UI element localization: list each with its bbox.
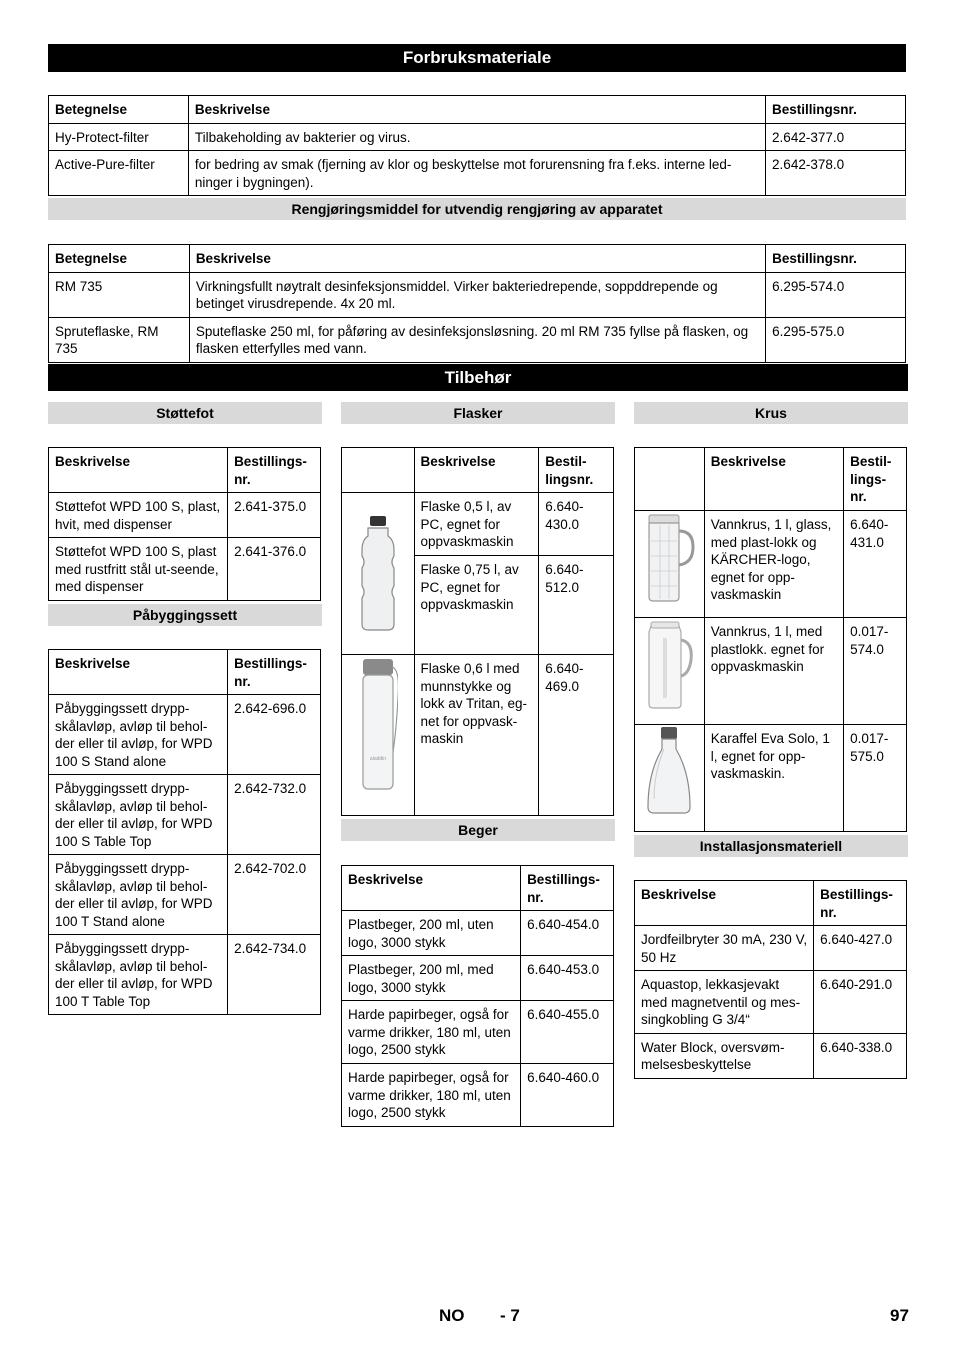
order-number: 6.295-575.0 [766, 317, 906, 362]
table-row [342, 493, 614, 556]
table-row [635, 971, 907, 1034]
flasker-table [341, 447, 614, 816]
order-number: 6.640-430.0 [539, 493, 614, 556]
item-description: Påbyggingssett drypp-skålavløp, avløp til behol-der eller til avløp, for WPD 100 S Stand alone [49, 695, 228, 775]
order-number: 2.642-732.0 [228, 775, 321, 855]
order-number: 2.642-377.0 [766, 123, 906, 151]
section-title-tilbehor: Tilbehør [48, 364, 908, 391]
table-header: Beskrivelse [189, 245, 765, 273]
table-header: Bestillings-nr. [521, 866, 614, 911]
order-number: 2.642-378.0 [766, 151, 906, 196]
item-description: Water Block, oversvøm-melsesbeskyttelse [635, 1033, 814, 1078]
table-row [49, 695, 321, 775]
order-number: 0.017-575.0 [844, 725, 907, 832]
table-header: Bestillings-nr. [814, 881, 907, 926]
subsection-title-beger: Beger [341, 819, 615, 841]
subsection-title-krus: Krus [634, 402, 908, 424]
table-header: Bestil-lings-nr. [844, 448, 907, 511]
item-name: Spruteflaske, RM 735 [49, 317, 190, 362]
order-number: 2.642-702.0 [228, 855, 321, 935]
order-number: 6.640-455.0 [521, 1001, 614, 1064]
order-number: 6.640-469.0 [539, 655, 614, 816]
product-image [635, 725, 705, 832]
item-name: Hy-Protect-filter [49, 123, 189, 151]
table-row [49, 538, 321, 601]
subsection-title-stottefot: Støttefot [48, 402, 322, 424]
subsection-title-pabygg: Påbyggingssett [48, 604, 322, 626]
table-header: Betegnelse [49, 245, 190, 273]
item-description: for bedring av smak (fjerning av klor og beskyttelse mot forurensning fra f.eks. interne led-ninger i bygningen). [188, 151, 765, 196]
item-name: Active-Pure-filter [49, 151, 189, 196]
cleaning-table [48, 244, 906, 363]
order-number: 0.017-574.0 [844, 618, 907, 725]
table-header: Beskrivelse [49, 448, 228, 493]
item-description: Påbyggingssett drypp-skålavløp, avløp til behol-der eller til avløp, for WPD 100 S Table Top [49, 775, 228, 855]
table-header: Beskrivelse [635, 881, 814, 926]
subsection-title-flasker: Flasker [341, 402, 615, 424]
table-row [49, 151, 906, 196]
item-description: Plastbeger, 200 ml, med logo, 3000 stykk [342, 956, 521, 1001]
footer-section: - 7 [500, 1306, 520, 1325]
table-header: Beskrivelse [188, 96, 765, 124]
table-row [342, 956, 614, 1001]
item-description: Flaske 0,5 l, av PC, egnet for oppvaskmaskin [414, 493, 539, 556]
order-number: 6.640-291.0 [814, 971, 907, 1034]
table-header: Beskrivelse [49, 650, 228, 695]
table-row [635, 725, 907, 832]
bottle-tritan-icon [358, 655, 398, 795]
product-image [635, 618, 705, 725]
item-description: Flaske 0,6 l med munnstykke og lokk av Tritan, eg-net for oppvask-maskin [414, 655, 539, 816]
table-row [635, 511, 907, 618]
install-table [634, 880, 907, 1079]
table-row [49, 775, 321, 855]
table-row [49, 123, 906, 151]
product-image [342, 493, 415, 655]
order-number: 6.640-338.0 [814, 1033, 907, 1078]
table-row [49, 317, 906, 362]
item-description: Vannkrus, 1 l, med plastlokk. egnet for oppvaskmaskin [704, 618, 843, 725]
table-header: Bestillings-nr. [228, 448, 321, 493]
pabygg-table [48, 649, 321, 1015]
beger-table [341, 865, 614, 1127]
bottle-icon [360, 514, 396, 634]
table-header: Beskrivelse [342, 866, 521, 911]
plastic-jug-icon [641, 618, 697, 710]
order-number: 6.640-512.0 [539, 556, 614, 655]
order-number: 6.640-427.0 [814, 926, 907, 971]
order-number: 6.295-574.0 [766, 272, 906, 317]
carafe-icon [644, 725, 694, 817]
image-header [635, 448, 705, 511]
item-description: Harde papirbeger, også for varme drikker, 180 ml, uten logo, 2500 stykk [342, 1001, 521, 1064]
item-description: Vannkrus, 1 l, glass, med plast-lokk og KÄRCHER-logo, egnet for opp-vaskmaskin [704, 511, 843, 618]
glass-jug-icon [641, 511, 697, 603]
item-description: Harde papirbeger, også for varme drikker, 180 ml, uten logo, 2500 stykk [342, 1064, 521, 1127]
table-header: Beskrivelse [414, 448, 539, 493]
item-description: Tilbakeholding av bakterier og virus. [188, 123, 765, 151]
order-number: 6.640-431.0 [844, 511, 907, 618]
product-image [635, 511, 705, 618]
item-description: Aquastop, lekkasjevakt med magnetventil og mes-singkobling G 3/4“ [635, 971, 814, 1034]
table-row [342, 1001, 614, 1064]
order-number: 2.641-376.0 [228, 538, 321, 601]
item-description: Plastbeger, 200 ml, uten logo, 3000 stykk [342, 911, 521, 956]
item-description: Påbyggingssett drypp-skålavløp, avløp til behol-der eller til avløp, for WPD 100 T Table Top [49, 935, 228, 1015]
table-header: Beskrivelse [704, 448, 843, 511]
item-description: Flaske 0,75 l, av PC, egnet for oppvaskmaskin [414, 556, 539, 655]
svg-text:aladdin: aladdin [369, 756, 386, 762]
table-row [49, 493, 321, 538]
table-row [49, 935, 321, 1015]
item-name: RM 735 [49, 272, 190, 317]
table-header: Bestillingsnr. [766, 245, 906, 273]
item-description: Karaffel Eva Solo, 1 l, egnet for opp-vaskmaskin. [704, 725, 843, 832]
subsection-title-install: Installasjonsmateriell [634, 835, 908, 857]
table-row [342, 911, 614, 956]
order-number: 6.640-454.0 [521, 911, 614, 956]
subsection-title-cleaning: Rengjøringsmiddel for utvendig rengjøring av apparatet [48, 198, 906, 220]
table-header: Betegnelse [49, 96, 189, 124]
order-number: 2.642-734.0 [228, 935, 321, 1015]
order-number: 2.642-696.0 [228, 695, 321, 775]
table-row [49, 855, 321, 935]
stottefot-table [48, 447, 321, 601]
item-description: Jordfeilbryter 30 mA, 230 V, 50 Hz [635, 926, 814, 971]
table-header: Bestillingsnr. [766, 96, 906, 124]
page-number: 97 [890, 1306, 909, 1325]
item-description: Sputeflaske 250 ml, for påføring av desinfeksjonsløsning. 20 ml RM 735 fyllse på flasken, og flasken etterfylles med vann. [189, 317, 765, 362]
order-number: 6.640-453.0 [521, 956, 614, 1001]
krus-table [634, 447, 907, 832]
product-image [342, 655, 415, 816]
table-row [342, 655, 614, 816]
table-row [635, 618, 907, 725]
table-row [49, 272, 906, 317]
section-title-forbruksmateriale: Forbruksmateriale [48, 44, 906, 72]
footer-language: NO [439, 1306, 465, 1325]
table-row [635, 1033, 907, 1078]
table-row [342, 1064, 614, 1127]
consumables-table [48, 95, 906, 196]
table-row [635, 926, 907, 971]
item-description: Påbyggingssett drypp-skålavløp, avløp til behol-der eller til avløp, for WPD 100 T Stand alone [49, 855, 228, 935]
table-header: Bestil-lingsnr. [539, 448, 614, 493]
order-number: 2.641-375.0 [228, 493, 321, 538]
table-header: Bestillings-nr. [228, 650, 321, 695]
item-description: Virkningsfullt nøytralt desinfeksjonsmiddel. Virker bakteriedrepende, soppddrepende og betinget virusdrepende. 4x 20 ml. [189, 272, 765, 317]
item-description: Støttefot WPD 100 S, plast med rustfritt stål ut-seende, med dispenser [49, 538, 228, 601]
item-description: Støttefot WPD 100 S, plast, hvit, med dispenser [49, 493, 228, 538]
image-header [342, 448, 415, 493]
order-number: 6.640-460.0 [521, 1064, 614, 1127]
